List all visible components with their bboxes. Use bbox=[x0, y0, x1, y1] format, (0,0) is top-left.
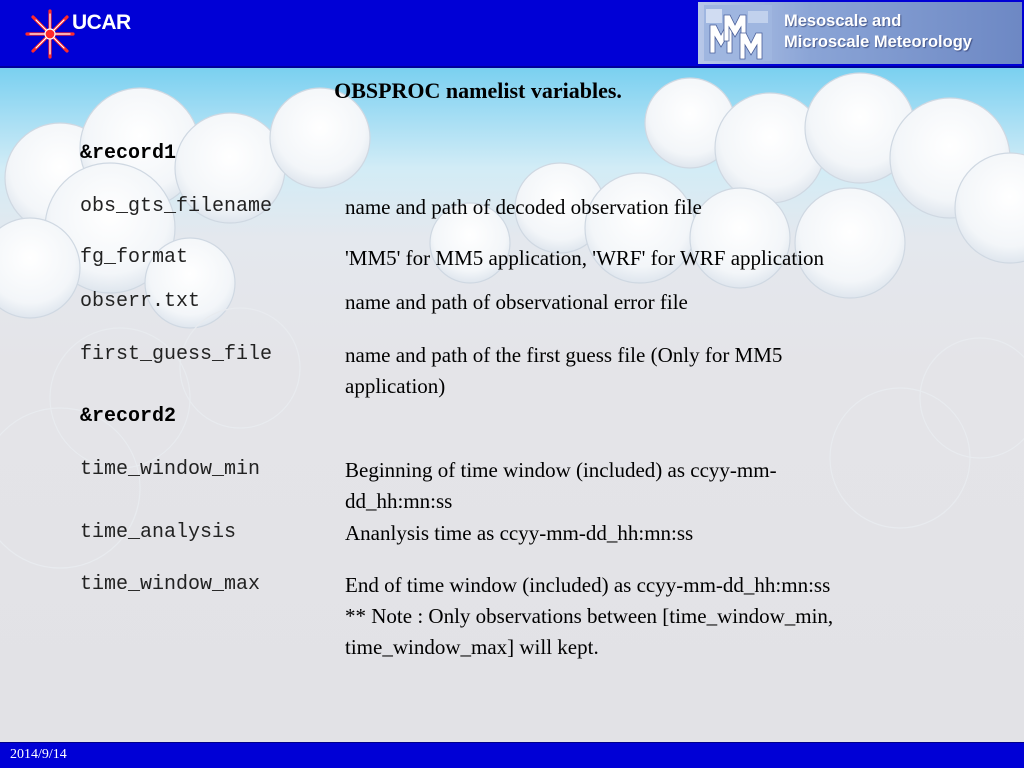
var-time-window-min: time_window_min bbox=[80, 458, 261, 481]
ucar-star-logo-icon bbox=[24, 8, 76, 60]
desc-line: ** Note : Only observations between [time_window_min, bbox=[345, 604, 834, 628]
desc-line: time_window_max] will kept. bbox=[345, 635, 599, 659]
desc-obserr-txt bbox=[345, 287, 945, 318]
slide-footer bbox=[0, 742, 1024, 768]
mmm-title-line-2: Microscale Meteorology bbox=[784, 33, 972, 51]
desc-line: name and path of the first guess file (Only for MM5 bbox=[345, 343, 783, 367]
desc-line: Ananlysis time as ccyy-mm-dd_hh:mn:ss bbox=[345, 521, 694, 545]
desc-line: name and path of observational error file bbox=[345, 290, 688, 314]
desc-fg-format bbox=[345, 243, 945, 274]
record2-heading: &record2 bbox=[80, 405, 177, 428]
desc-line: dd_hh:mn:ss bbox=[345, 489, 453, 513]
mmm-logo-icon bbox=[704, 5, 772, 61]
var-time-analysis: time_analysis bbox=[80, 521, 237, 544]
desc-line: Beginning of time window (included) as ccyy-mm- bbox=[345, 458, 777, 482]
footer-date: 2014/9/14 bbox=[10, 747, 67, 762]
record1-heading: &record1 bbox=[80, 142, 177, 165]
mmm-division-banner bbox=[698, 2, 1022, 64]
var-obserr-txt: obserr.txt bbox=[80, 290, 201, 313]
desc-time-window-max bbox=[345, 570, 945, 663]
var-time-window-max: time_window_max bbox=[80, 573, 261, 596]
mmm-division-title bbox=[784, 11, 972, 53]
desc-obs-gts-filename bbox=[345, 192, 945, 223]
mmm-title-line-1: Mesoscale and bbox=[784, 12, 902, 30]
slide-header bbox=[0, 0, 1024, 68]
var-first-guess-file: first_guess_file bbox=[80, 343, 273, 366]
desc-first-guess-file bbox=[345, 340, 945, 402]
desc-time-window-min bbox=[345, 455, 945, 517]
desc-line: name and path of decoded observation file bbox=[345, 195, 702, 219]
desc-line: End of time window (included) as ccyy-mm-dd_hh:mn:ss bbox=[345, 573, 831, 597]
desc-line: application) bbox=[345, 374, 446, 398]
var-obs-gts-filename: obs_gts_filename bbox=[80, 195, 273, 218]
var-fg-format: fg_format bbox=[80, 246, 189, 269]
ucar-logo-text: UCAR bbox=[72, 11, 131, 34]
desc-time-analysis bbox=[345, 518, 945, 549]
desc-line: 'MM5' for MM5 application, 'WRF' for WRF application bbox=[345, 246, 825, 270]
slide-title: OBSPROC namelist variables. bbox=[334, 78, 622, 103]
